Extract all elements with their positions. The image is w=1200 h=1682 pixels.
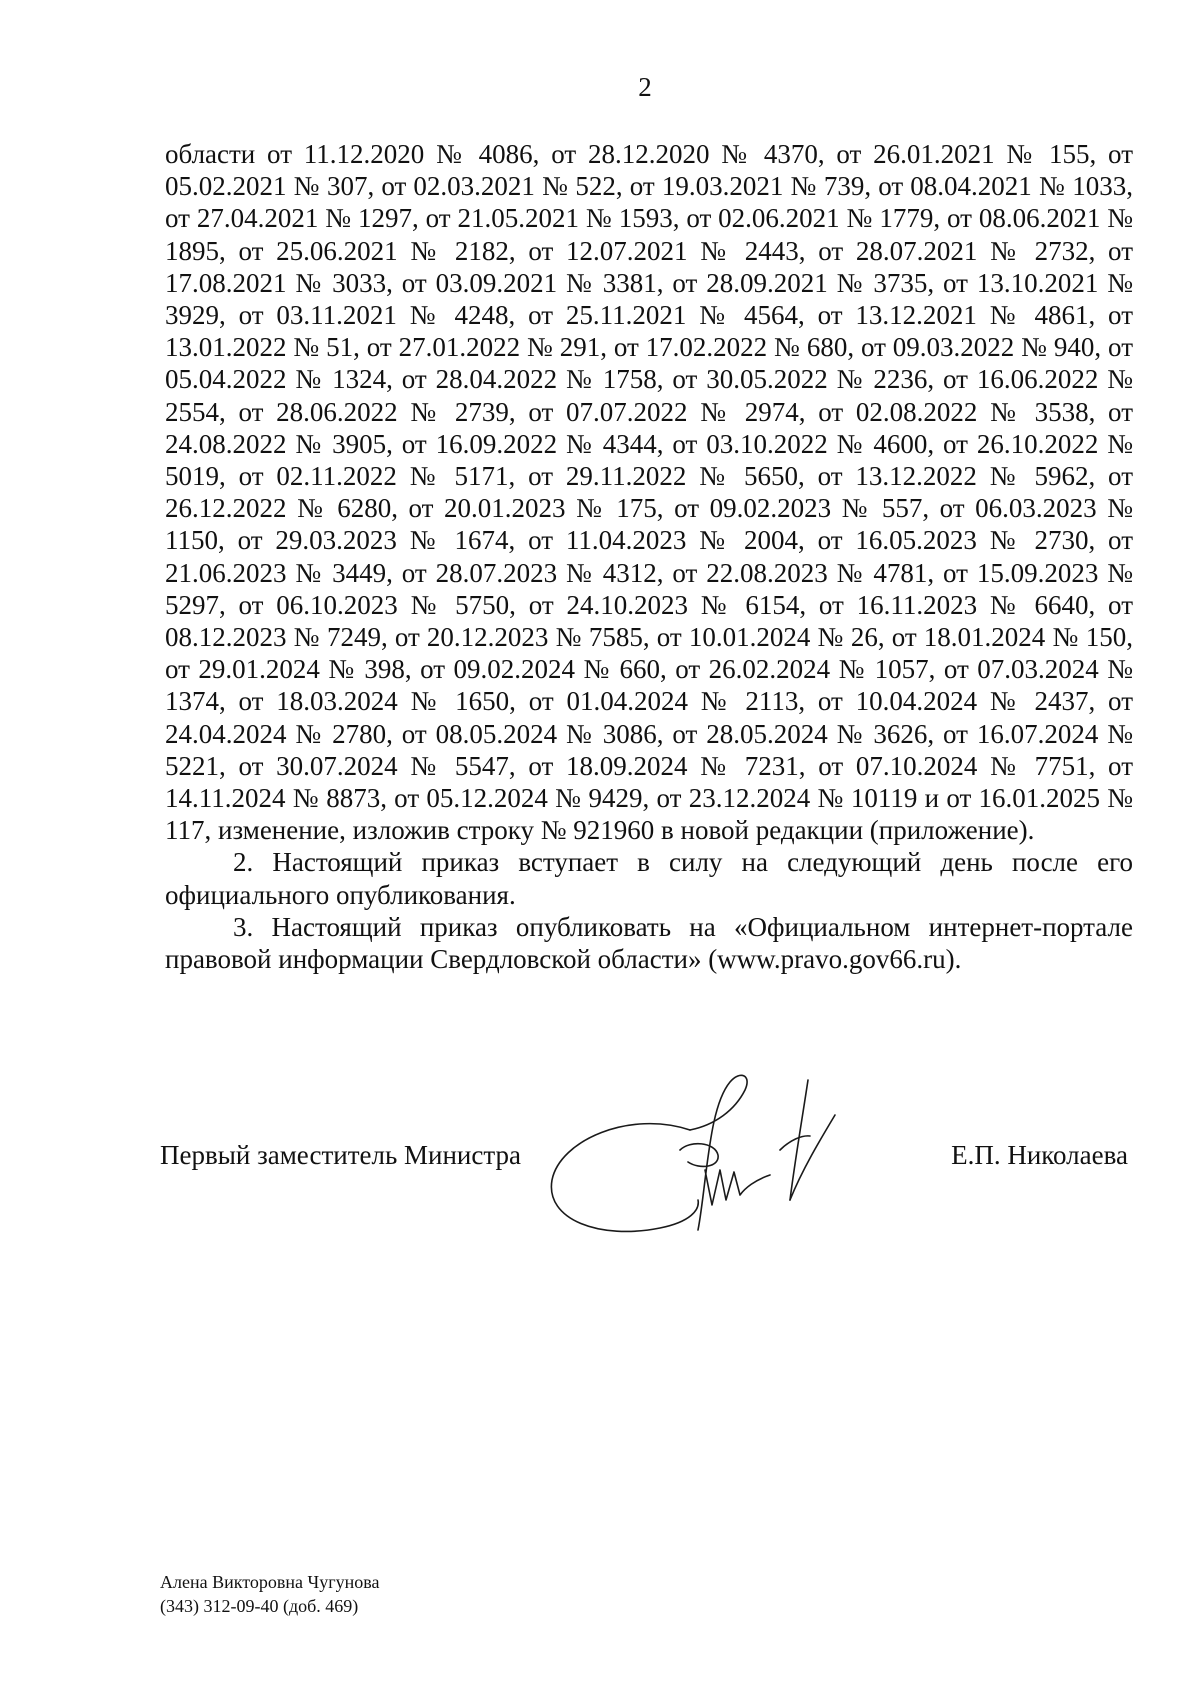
document-body	[165, 138, 1133, 975]
signature-block	[0, 1060, 1200, 1260]
page-number: 2	[638, 72, 652, 102]
executor-name: Алена Викторовна Чугунова	[160, 1572, 380, 1592]
handwritten-signature	[540, 1070, 880, 1250]
paragraph-effective-date: 2. Настоящий приказ вступает в силу на следующий день после его официального опубликования.	[165, 847, 1133, 910]
signer-name: Е.П. Николаева	[951, 1140, 1128, 1170]
paragraph-publication: 3. Настоящий приказ опубликовать на «Официальном интернет-портале правовой информации Свердловской области» (www.pravo.gov66.ru).	[165, 911, 1133, 975]
executor-phone: (343) 312-09-40 (доб. 469)	[160, 1596, 359, 1616]
paragraph-amendments-list: области от 11.12.2020 № 4086, от 28.12.2020 № 4370, от 26.01.2021 № 155, от 05.02.2021 № 307, от 02.03.2021 № 522, от 19.03.2021 № 739, от 08.04.2021 № 1033, от 27.04.2021 № 1297, от 21.05.2021 № 1593, от 02.06.2021 № 1779, от 08.06.2021 № 1895, от 25.06.2021 № 2182, от 12.07.2021 № 2443, от 28.07.2021 № 2732, от 17.08.2021 № 3033, от 03.09.2021 № 3381, от 28.09.2021 № 3735, от 13.10.2021 № 3929, от 03.11.2021 № 4248, от 25.11.2021 № 4564, от 13.12.2021 № 4861, от 13.01.2022 № 51, от 27.01.2022 № 291, от 17.02.2022 № 680, от 09.03.2022 № 940, от 05.04.2022 № 1324, от 28.04.2022 № 1758, от 30.05.2022 № 2236, от 16.06.2022 № 2554, от 28.06.2022 № 2739, от 07.07.2022 № 2974, от 02.08.2022 № 3538, от 24.08.2022 № 3905, от 16.09.2022 № 4344, от 03.10.2022 № 4600, от 26.10.2022 № 5019, от 02.11.2022 № 5171, от 29.11.2022 № 5650, от 13.12.2022 № 5962, от 26.12.2022 № 6280, от 20.01.2023 № 175, от 09.02.2023 № 557, от 06.03.2023 № 1150, от 29.03.2023 № 1674, от 11.04.2023 № 2004, от 16.05.2023 № 2730, от 21.06.2023 № 3449, от 28.07.2023 № 4312, от 22.08.2023 № 4781, от 15.09.2023 № 5297, от 06.10.2023 № 5750, от 24.10.2023 № 6154, от 16.11.2023 № 6640, от 08.12.2023 № 7249, от 20.12.2023 № 7585, от 10.01.2024 № 26, от 18.01.2024 № 150, от 29.01.2024 № 398, от 09.02.2024 № 660, от 26.02.2024 № 1057, от 07.03.2024 № 1374, от 18.03.2024 № 1650, от 01.04.2024 № 2113, от 10.04.2024 № 2437, от 24.04.2024 № 2780, от 08.05.2024 № 3086, от 28.05.2024 № 3626, от 16.07.2024 № 5221, от 30.07.2024 № 5547, от 18.09.2024 № 7231, от 07.10.2024 № 7751, от 14.11.2024 № 8873, от 05.12.2024 № 9429, от 23.12.2024 № 10119 и от 16.01.2025 № 117, изменение, изложив строку № 921960 в новой редакции (приложение).	[165, 139, 1133, 846]
signer-position: Первый заместитель Министра	[160, 1140, 521, 1170]
executor-info	[160, 1570, 379, 1618]
